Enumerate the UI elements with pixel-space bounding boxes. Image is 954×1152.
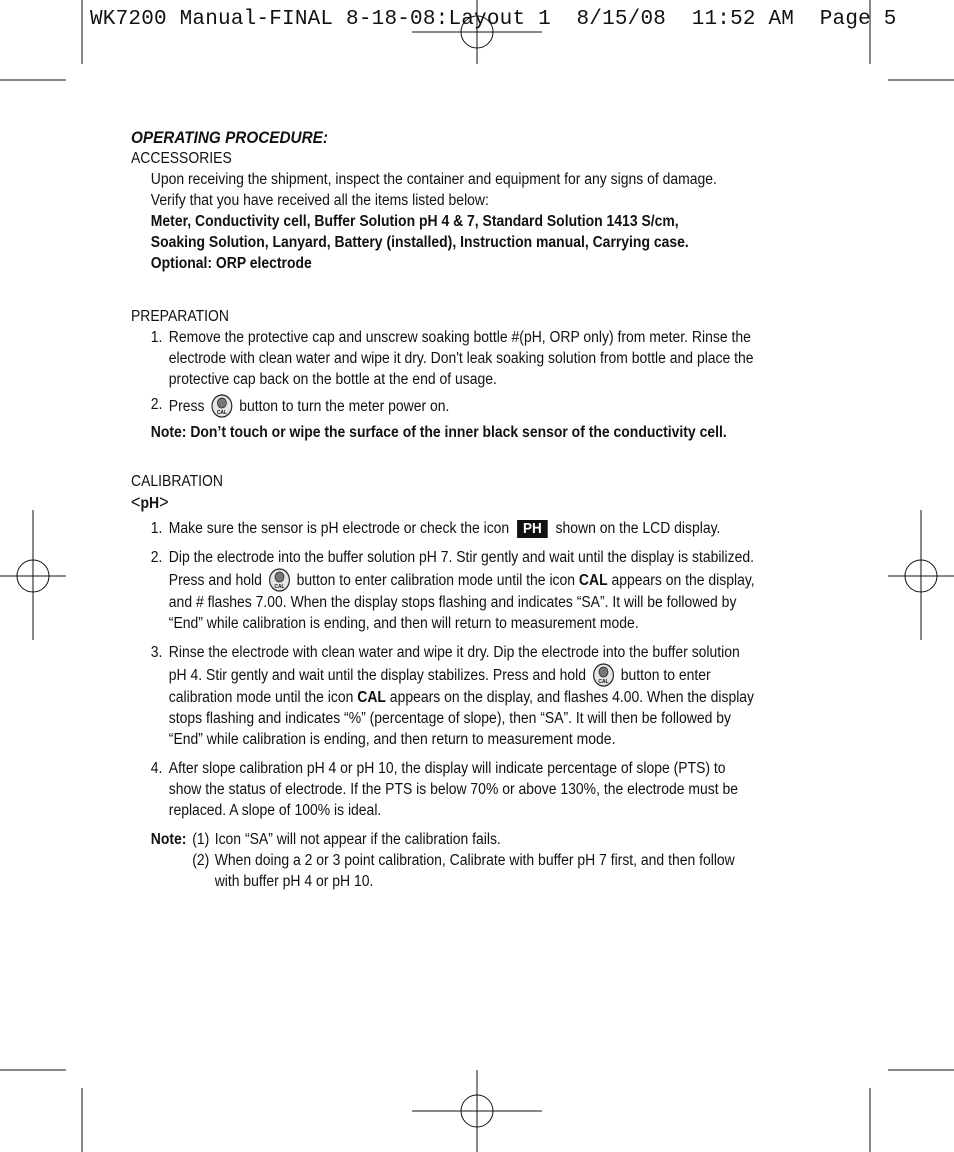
step-text-b: button to enter calibration mode until the icon (296, 572, 576, 589)
note-number: (2) (192, 852, 210, 869)
note-text: Icon “SA” will not appear if the calibration fails. (214, 831, 501, 848)
accessories-heading: ACCESSORIES (131, 150, 232, 167)
calibration-subheading (131, 492, 761, 514)
ph-subheading-label: pH (140, 495, 160, 512)
print-header: WK7200 Manual-FINAL 8-18-08:Layout 1 8/15/08 11:52 AM Page 5 (90, 8, 897, 31)
angle-close: > (159, 492, 169, 512)
step-text-c: appears on the display, and # flashes 7.00. When the display stops flashing and indicates “SA”. It will be followed by “End” while calibration is ending, and then will return to measurement mode. (168, 572, 755, 632)
calibration-section (131, 471, 761, 892)
preparation-section (131, 306, 761, 443)
step-text-post: shown on the LCD display. (555, 520, 721, 537)
calibration-note (131, 829, 761, 892)
calibration-step-1 (151, 518, 761, 539)
accessories-items: Meter, Conductivity cell, Buffer Solution pH 4 & 7, Standard Solution 1413 S/cm, Soaking Solution, Lanyard, Battery (installed), Instruction manual, Carrying case. (150, 213, 689, 251)
manual-content (131, 127, 761, 892)
preparation-heading: PREPARATION (131, 308, 229, 325)
ph-lcd-icon: PH (517, 520, 548, 538)
step-number: 1. (150, 520, 163, 537)
step-text-pre: Make sure the sensor is pH electrode or check the icon (168, 520, 510, 537)
cal-lcd-indicator: CAL (578, 572, 608, 589)
cal-icon-label: CAL (598, 678, 609, 686)
calibration-step-2 (151, 547, 761, 634)
cal-button-icon (268, 568, 290, 592)
step-number: 1. (150, 329, 163, 346)
accessories-section (131, 148, 761, 274)
calibration-step-3 (151, 642, 761, 750)
cal-lcd-indicator: CAL (357, 689, 386, 706)
note-label: Note: (150, 831, 187, 848)
cal-icon-label: CAL (216, 409, 227, 417)
angle-open: < (131, 492, 141, 512)
accessories-optional: Optional: ORP electrode (150, 255, 312, 272)
step-number: 2. (150, 549, 163, 566)
note-item-1 (192, 829, 761, 850)
cal-icon-label: CAL (274, 583, 285, 591)
note-text: When doing a 2 or 3 point calibration, Calibrate with buffer pH 7 first, and then follow with buffer pH 4 or pH 10. (214, 852, 735, 890)
preparation-step-1 (151, 327, 761, 390)
accessories-text-1: Upon receiving the shipment, inspect the container and equipment for any signs of damage. (150, 171, 717, 188)
step-text-post: button to turn the meter power on. (239, 398, 450, 415)
calibration-step-4 (151, 758, 761, 821)
step-number: 3. (150, 644, 163, 661)
step-text-a: Rinse the electrode with clean water and wipe it dry. Dip the electrode into the buffer solution pH 4. Stir gently and wait until the display stabilizes. Press and hold (168, 644, 740, 684)
note-number: (1) (192, 831, 210, 848)
calibration-heading: CALIBRATION (131, 473, 223, 490)
step-text: Remove the protective cap and unscrew soaking bottle #(pH, ORP only) from meter. Rinse the electrode with clean water and wipe it dry. Don't leak soaking solution from bottle and place the protective cap back on the bottle at the end of usage. (168, 329, 754, 388)
step-number: 4. (150, 760, 163, 777)
page-title: OPERATING PROCEDURE: (131, 128, 328, 147)
step-number: 2. (150, 396, 163, 413)
cal-button-icon (211, 394, 233, 418)
step-text-pre: Press (168, 398, 205, 415)
preparation-note: Note: Don’t touch or wipe the surface of the inner black sensor of the conductivity cell. (150, 424, 727, 441)
step-text-a: Dip the electrode into the buffer solution pH 7. Stir gently and wait until the display is stabilized. Press and hold (168, 549, 755, 589)
accessories-text-2: Verify that you have received all the items listed below: (150, 192, 489, 209)
preparation-step-2 (151, 394, 761, 418)
step-text: After slope calibration pH 4 or pH 10, the display will indicate percentage of slope (PTS) to show the status of electrode. If the PTS is below 70% or above 130%, the electrode must be replaced. A slope of 100% is ideal. (168, 760, 738, 819)
cal-button-icon (593, 663, 615, 687)
step-text-c: appears on the display, and flashes 4.00. When the display stops flashing and indicates “%” (percentage of slope), then “SA”. It will then be followed by “End” while calibration is ending, and then return to measurement mode. (168, 689, 755, 748)
note-item-2 (192, 850, 761, 892)
step-text-b: button to enter calibration mode until the icon (168, 667, 711, 706)
